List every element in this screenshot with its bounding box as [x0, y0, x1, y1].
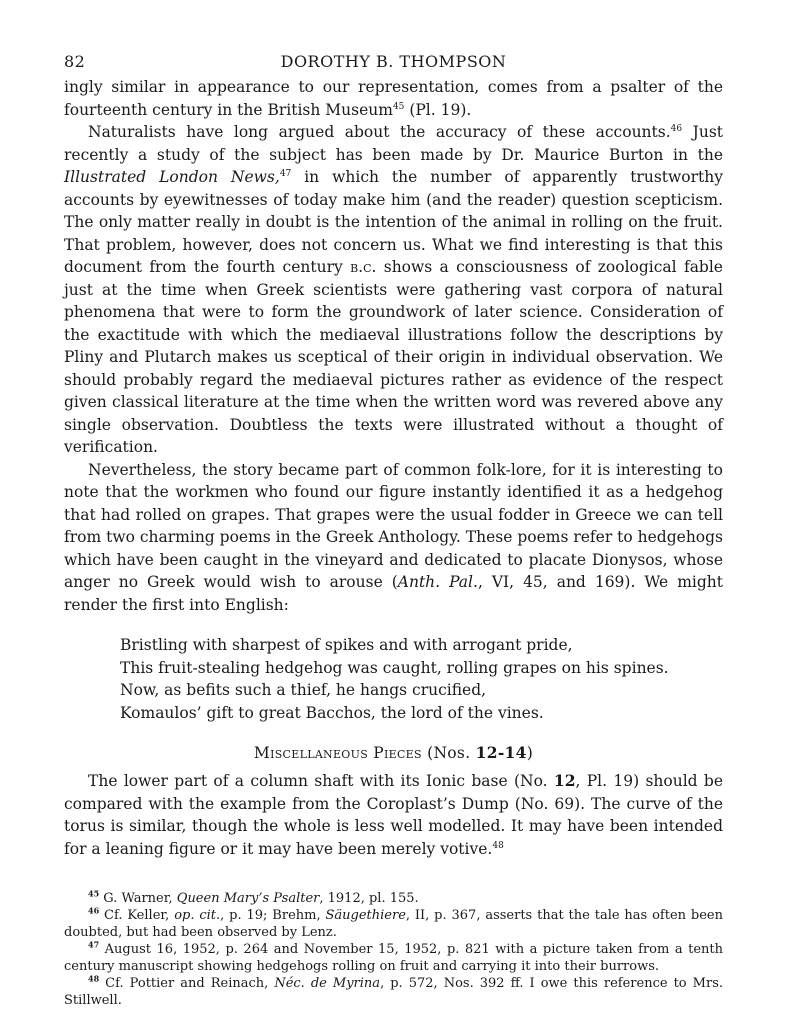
- section-heading-text: Miscellaneous Pieces: [253, 744, 422, 762]
- paragraph-text: shows a consciousness of zoological fable just at the time when Greek scientists were gathering vast corpora of natural phenomena that were to form the groundwork of later science. Consideration of the exactitude with which the mediaeval illustrations follow the descriptions by Pliny and Plutarch makes us sceptical of their origin in individual observation. We should probably regard the mediaeval pictures rather as evidence of the respect given classical literature at the time when the written word was revered above any single observation. Doubtless the texts were illustrated without a thought of verification.: [64, 258, 723, 456]
- section-heading-nos: (Nos.: [427, 744, 476, 762]
- verse-line: Now, as befits such a thief, he hangs crucified,: [120, 681, 487, 699]
- item-number: 12: [553, 771, 576, 790]
- paragraph-text: , VI, 45, and 169). We might render the first into English:: [64, 573, 723, 614]
- footnote-ref-45: 45: [392, 101, 405, 112]
- small-caps-text: b.c.: [350, 258, 377, 276]
- footnote-text: Cf. Keller,: [99, 908, 175, 923]
- paragraph-continuation: [64, 76, 723, 121]
- footnote-italic: Säugethiere: [325, 908, 406, 923]
- italic-title: Illustrated London News,: [64, 168, 280, 186]
- verse-line: Komaulos’ gift to great Bacchos, the lord of the vines.: [120, 703, 544, 722]
- footnote-number: 45: [88, 888, 100, 899]
- page-header: [64, 52, 723, 76]
- section-heading-close: ): [526, 744, 534, 762]
- footnote-47: [64, 941, 723, 975]
- verse-block: [120, 634, 723, 724]
- footnote-number: 47: [88, 939, 100, 950]
- footnote-ref-48: 48: [492, 840, 504, 851]
- section-heading: [64, 742, 723, 764]
- footnote-text: G. Warner,: [99, 891, 177, 906]
- footnote-text: August 16, 1952, p. 264 and November 15, 1952, p. 821 with a picture taken from a tenth century manuscript showing hedgehogs rolling on fruit and carrying it into their burrows.: [64, 942, 723, 974]
- paragraph-text: , Pl. 19) should be compared with the example from the Coroplast’s Dump (No. 69). The curve of the torus is similar, though the whole is less well modelled. It may have been intended for a leaning figure or it may have been merely votive.: [64, 772, 723, 858]
- paragraph-text: Just recently a study of the subject has been made by Dr. Maurice Burton in the: [64, 123, 723, 164]
- verse-line: Bristling with sharpest of spikes and with arrogant pride,: [120, 636, 573, 654]
- paragraph-text: (Pl. 19).: [404, 100, 472, 119]
- footnote-45: [64, 890, 723, 907]
- paragraph-text: in which the number of apparently trustworthy accounts by eyewitnesses of today make him (and the reader) question scepticism. The only matter really in doubt is the intention of the animal in rolling on the fruit. That problem, however, does not concern us. What we find interesting is that this document from the fourth century: [64, 168, 723, 276]
- section-heading-range: 12-14: [475, 743, 527, 762]
- paragraph-text: The lower part of a column shaft with its Ionic base (No.: [88, 772, 554, 790]
- document-page: [64, 52, 723, 1009]
- footnote-italic: Néc. de Myrina: [274, 976, 381, 991]
- paragraph-naturalists: [64, 121, 723, 459]
- running-title: DOROTHY B. THOMPSON: [280, 52, 507, 71]
- paragraph-text: ingly similar in appearance to our representation, comes from a psalter of the fourteenth century in the British Museum: [64, 78, 723, 119]
- body-text: [64, 76, 723, 860]
- footnote-46: [64, 907, 723, 941]
- footnote-text: , 1912, pl. 155.: [319, 891, 419, 906]
- footnote-text: Cf. Pottier and Reinach,: [99, 976, 275, 991]
- verse-line: This fruit-stealing hedgehog was caught, rolling grapes on his spines.: [120, 658, 669, 677]
- footnote-text: , p. 572, Nos. 392 ff. I owe this reference to Mrs. Stillwell.: [64, 976, 723, 1008]
- paragraph-text: Naturalists have long argued about the accuracy of these accounts.: [88, 123, 671, 141]
- footnote-ref-46: 46: [670, 123, 683, 134]
- paragraph-nevertheless: [64, 459, 723, 617]
- footnote-48: [64, 975, 723, 1009]
- footnote-number: 46: [88, 905, 100, 916]
- page-number: 82: [64, 52, 86, 71]
- italic-citation: Anth. Pal.: [397, 573, 478, 591]
- paragraph-column-shaft: [64, 770, 723, 860]
- footnote-ref-47: 47: [279, 168, 292, 179]
- footnote-text: , II, p. 367, asserts that the tale has often been doubted, but had been observed by Lenz.: [64, 908, 723, 940]
- footnote-text: , p. 19; Brehm,: [220, 908, 326, 923]
- footnote-italic: Queen Mary’s Psalter: [176, 891, 320, 906]
- paragraph-text: Nevertheless, the story became part of common folk-lore, for it is interesting to note that the workmen who found our figure instantly identified it as a hedgehog that had rolled on grapes. That grapes were the usual fodder in Greece we can tell from two charming poems in the Greek Anthology. These poems refer to hedgehogs which have been caught in the vineyard and dedicated to placate Dionysos, whose anger no Greek would wish to arouse (: [64, 460, 724, 591]
- footnote-italic: op. cit.: [174, 908, 221, 923]
- footnotes: [64, 890, 723, 1009]
- footnote-number: 48: [88, 973, 100, 984]
